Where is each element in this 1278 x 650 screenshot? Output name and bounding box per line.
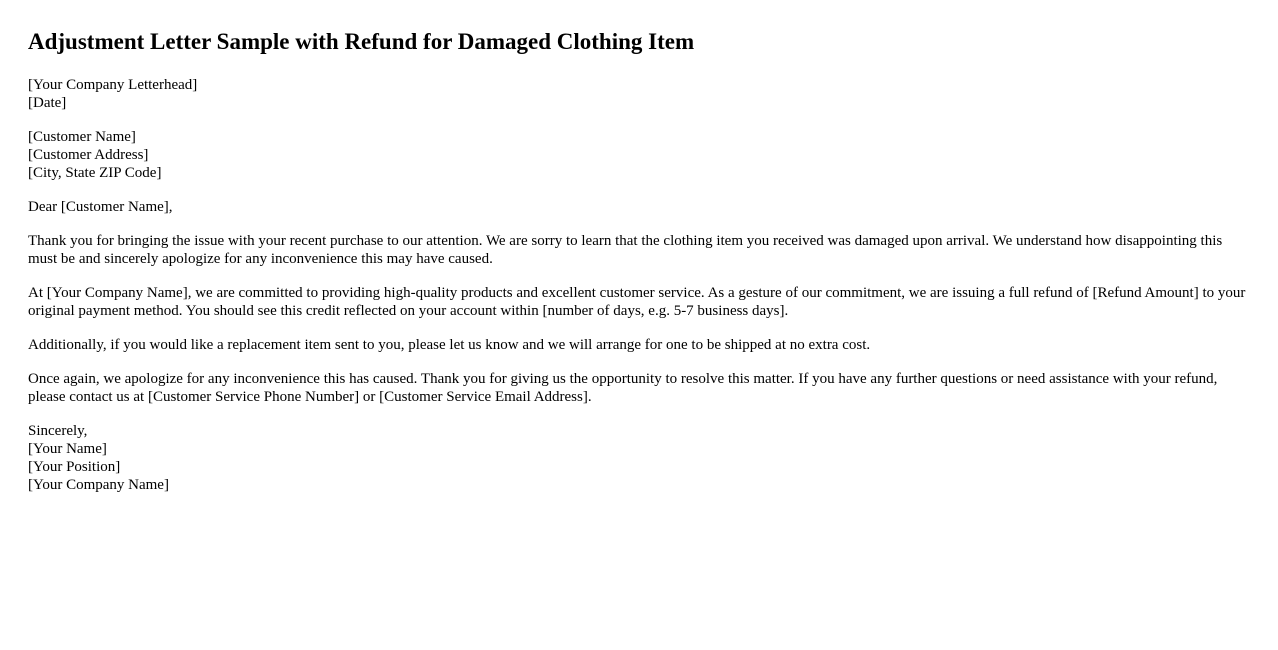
body-paragraph-closing: Once again, we apologize for any inconvenience this has caused. Thank you for giving us the opportunity to resolve this matter. If you have any further questions or need assistance with your refund, please contact us at [Customer Service Phone Number] or [Customer Service Email Address]. — [28, 371, 1218, 405]
page-title: Adjustment Letter Sample with Refund for Damaged Clothing Item — [28, 29, 695, 54]
recipient-block — [28, 128, 1250, 182]
signer-name: [Your Name] — [28, 441, 107, 457]
letter-date: [Date] — [28, 95, 67, 111]
body-paragraph-apology: Thank you for bringing the issue with your recent purchase to our attention. We are sorry to learn that the clothing item you received was damaged upon arrival. We understand how disappointing this must be and sincerely apologize for any inconvenience this may have caused. — [28, 233, 1223, 267]
body-paragraph-refund: At [Your Company Name], we are committed to providing high-quality products and excellent customer service. As a gesture of our commitment, we are issuing a full refund of [Refund Amount] to your original payment method. You should see this credit reflected on your account within [number of days, e.g. 5-7 business days]. — [28, 285, 1246, 319]
company-letterhead: [Your Company Letterhead] — [28, 77, 198, 93]
signature-block — [28, 422, 1250, 494]
salutation: Dear [Customer Name], — [28, 199, 173, 215]
sender-header — [28, 76, 1250, 112]
sign-off: Sincerely, — [28, 423, 88, 439]
body-paragraph-replacement: Additionally, if you would like a replacement item sent to you, please let us know and we will arrange for one to be shipped at no extra cost. — [28, 337, 871, 353]
recipient-name: [Customer Name] — [28, 129, 136, 145]
recipient-address: [Customer Address] — [28, 147, 149, 163]
signer-position: [Your Position] — [28, 459, 121, 475]
recipient-city-state-zip: [City, State ZIP Code] — [28, 165, 162, 181]
signer-company: [Your Company Name] — [28, 477, 169, 493]
